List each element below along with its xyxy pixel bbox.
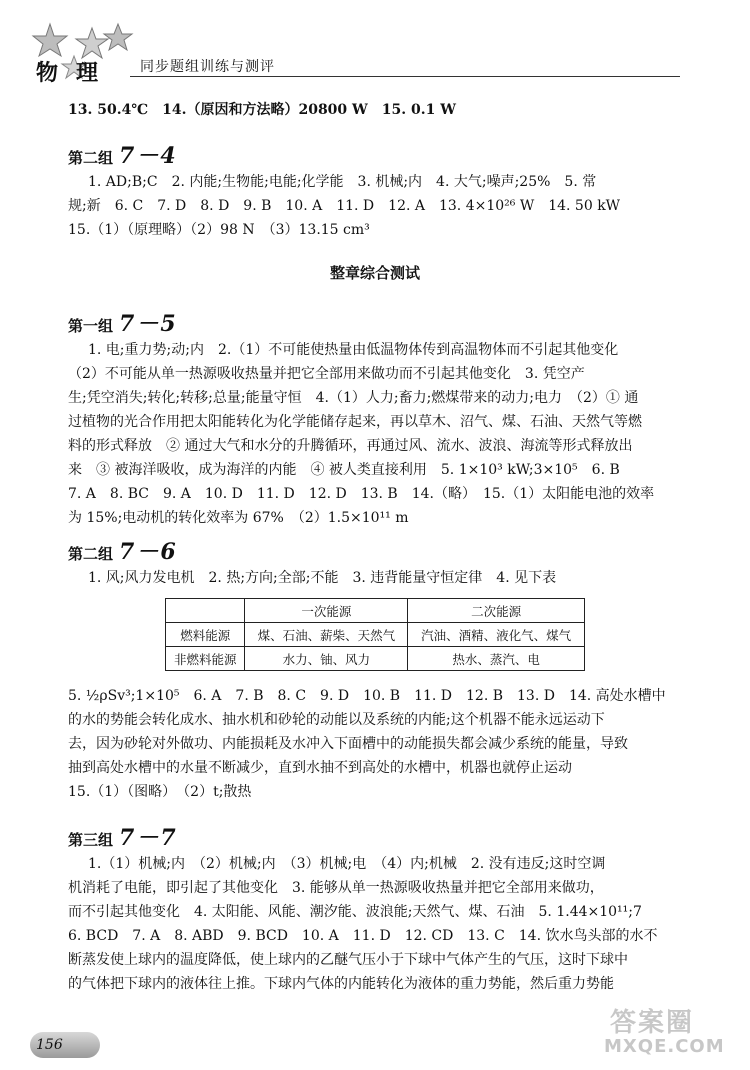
answer-line: 而不引起其他变化 4. 太阳能、风能、潮汐能、波浪能;天然气、煤、石油 5. 1.44×10¹¹;7 <box>68 904 642 920</box>
group-heading <box>68 144 668 170</box>
answer-line: 的水的势能会转化成水、抽水机和砂轮的动能以及系统的内能;这个机器不能永远运动下 <box>68 712 605 728</box>
answer-line: 1.（1）机械;内 （2）机械;内 （3）机械;电 （4）内;机械 2. 没有违反;这时空调 <box>88 856 606 872</box>
section-title: 整章综合测试 <box>329 264 420 282</box>
group-label: 第一组 <box>68 317 114 335</box>
page-header <box>30 22 650 92</box>
group-number: 7－5 <box>119 311 178 337</box>
group-7-6 <box>68 540 668 590</box>
table-cell: 燃料能源 <box>166 623 245 647</box>
table-cell: 水力、铀、风力 <box>245 647 408 671</box>
table-header: 一次能源 <box>245 599 408 623</box>
answer-line: 断蒸发使上球内的温度降低，使上球内的乙醚气压小于下球中气体产生的气压，这时下球中 <box>68 952 628 968</box>
answer-line: 规;新 6. C 7. D 8. D 9. B 10. A 11. D 12. A 13. 4×10²⁶ W 14. 50 kW <box>68 198 621 214</box>
answer-line: 过植物的光合作用把太阳能转化为化学能储存起来，再以草木、沼气、煤、石油、天然气等燃 <box>68 414 642 430</box>
group-heading <box>68 540 668 566</box>
answer-line: 1. AD;B;C 2. 内能;生物能;电能;化学能 3. 机械;内 4. 大气;噪声;25% 5. 常 <box>88 174 597 190</box>
group-number: 7－4 <box>119 143 178 169</box>
table-row <box>166 647 585 671</box>
answer-line: 来 ③ 被海洋吸收，成为海洋的内能 ④ 被人类直接利用 5. 1×10³ kW;3×10⁵ 6. B <box>68 462 620 478</box>
table-header-row <box>166 599 585 623</box>
answer-line: 1. 电;重力势;动;内 2.（1）不可能使热量由低温物体传到高温物体而不引起其他变化 <box>88 342 619 358</box>
answer-line: （2）不可能从单一热源吸收热量并把它全部用来做功而不引起其他变化 3. 凭空产 <box>68 366 585 382</box>
group-heading <box>68 826 668 852</box>
table-cell: 煤、石油、薪柴、天然气 <box>245 623 408 647</box>
answer-line: 5. ½ρSv³;1×10⁵ 6. A 7. B 8. C 9. D 10. B 11. D 12. B 13. D 14. 高处水槽中 <box>68 688 666 704</box>
group-number: 7－7 <box>119 825 178 851</box>
group-7-6-continued <box>68 684 668 804</box>
watermark-url: MXQE.COM <box>604 1036 725 1057</box>
answers-block-top <box>68 98 668 122</box>
group-7-5 <box>68 312 668 530</box>
table-header <box>166 599 245 623</box>
answer-line: 13. 50.4℃ 14.（原因和方法略）20800 W 15. 0.1 W <box>68 102 456 118</box>
group-label: 第二组 <box>68 149 114 167</box>
group-7-4 <box>68 144 668 242</box>
answer-line: 抽到高处水槽中的水量不断减少，直到水抽不到高处的水槽中，机器也就停止运动 <box>68 760 572 776</box>
table-cell: 非燃料能源 <box>166 647 245 671</box>
answer-line: 15.（1）（原理略）（2）98 N （3）13.15 cm³ <box>68 222 370 238</box>
watermark-logo <box>600 1002 740 1062</box>
page-number: 156 <box>36 1037 63 1053</box>
subject-title: 物理 <box>36 60 117 86</box>
energy-table <box>165 598 585 671</box>
answer-line: 15.（1）（图略） （2）t;散热 <box>68 784 252 800</box>
group-label: 第二组 <box>68 545 114 563</box>
answer-line: 料的形式释放 ② 通过大气和水分的升腾循环，再通过风、流水、波浪、海流等形式释放出 <box>68 438 633 454</box>
answer-line: 6. BCD 7. A 8. ABD 9. BCD 10. A 11. D 12. CD 13. C 14. 饮水鸟头部的水不 <box>68 928 658 944</box>
group-heading <box>68 312 668 338</box>
group-7-7 <box>68 826 668 996</box>
table-header: 二次能源 <box>408 599 585 623</box>
answer-line: 生;凭空消失;转化;转移;总量;能量守恒 4.（1）人力;畜力;燃煤带来的动力;电力 （2）① 通 <box>68 390 639 406</box>
table-cell: 热水、蒸汽、电 <box>408 647 585 671</box>
group-label: 第三组 <box>68 831 114 849</box>
answer-line: 1. 风;风力发电机 2. 热;方向;全部;不能 3. 违背能量守恒定律 4. 见下表 <box>88 570 557 586</box>
header-divider <box>130 76 680 77</box>
answer-line: 去，因为砂轮对外做功、内能损耗及水冲入下面槽中的动能损失都会减少系统的能量，导致 <box>68 736 628 752</box>
table-row <box>166 623 585 647</box>
watermark-text: 答案圈 <box>610 1008 695 1038</box>
answer-line: 机消耗了电能，即引起了其他变化 3. 能够从单一热源吸收热量并把它全部用来做功， <box>68 880 604 896</box>
table-cell: 汽油、酒精、液化气、煤气 <box>408 623 585 647</box>
answer-line: 为 15%;电动机的转化效率为 67% （2）1.5×10¹¹ m <box>68 510 409 526</box>
answer-line: 7. A 8. BC 9. A 10. D 11. D 12. D 13. B 14.（略） 15.（1）太阳能电池的效率 <box>68 486 655 502</box>
group-number: 7－6 <box>119 539 178 565</box>
answer-line: 的气体把下球内的液体往上推。下球内气体的内能转化为液体的重力势能，然后重力势能 <box>68 976 614 992</box>
book-title: 同步题组训练与测评 <box>140 59 275 75</box>
